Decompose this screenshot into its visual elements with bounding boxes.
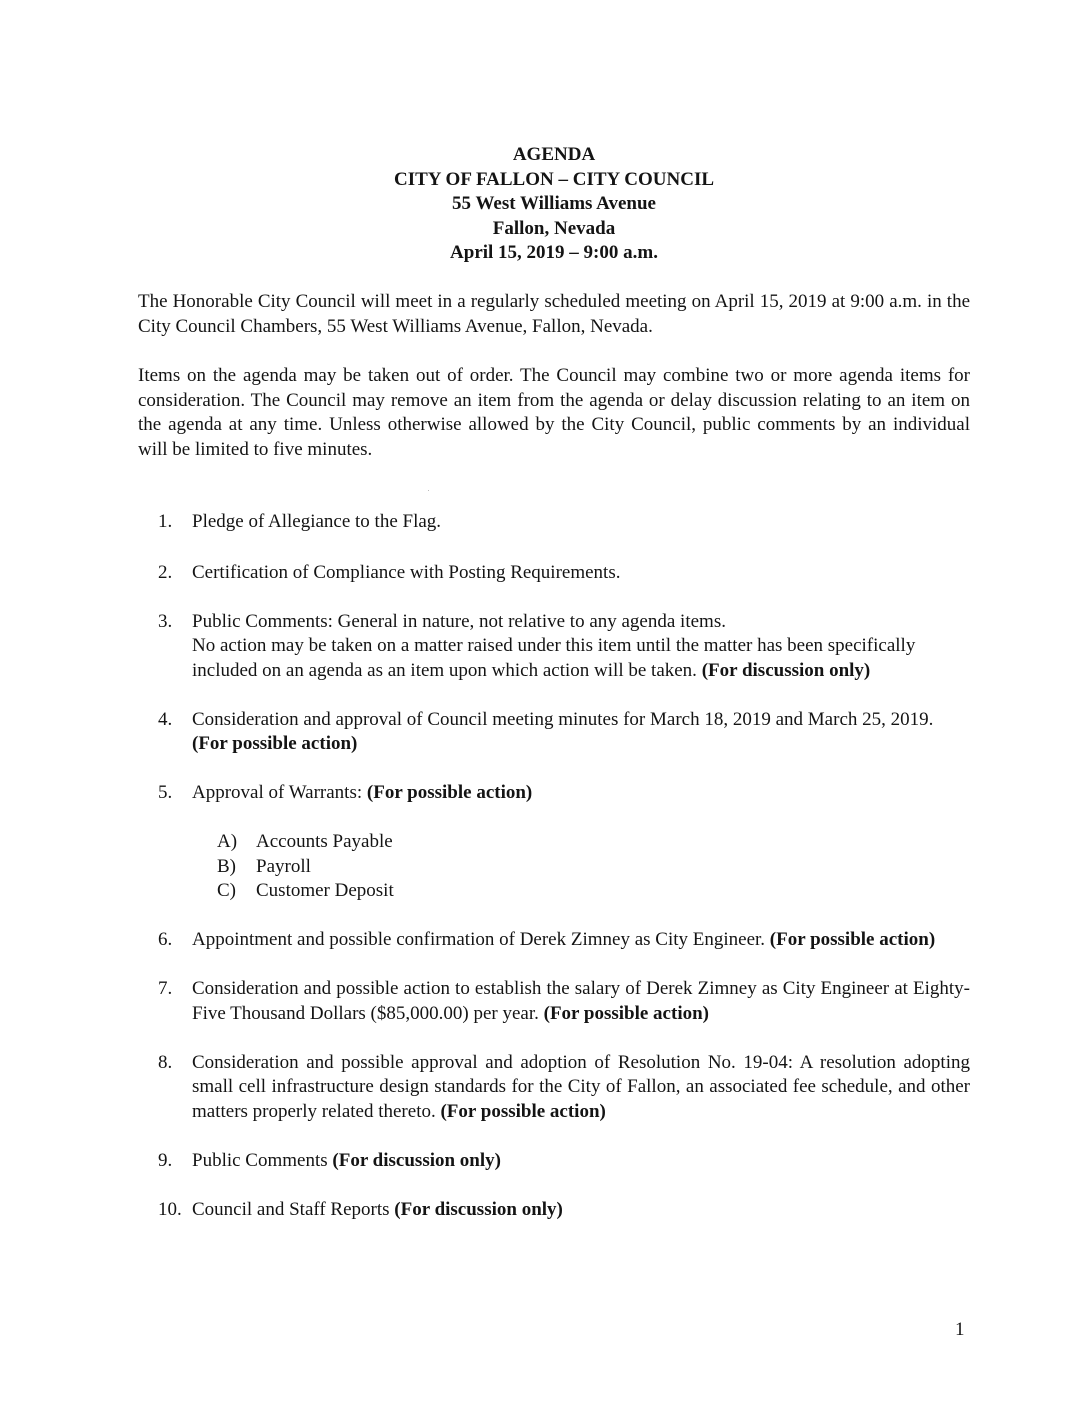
agenda-item-text: Consideration and approval of Council meeting minutes for March 18, 2019 and March 25, 2019.	[192, 708, 934, 730]
agenda-item-action-label: (For possible action)	[366, 782, 533, 803]
agenda-item-text: Public Comments: General in nature, not relative to any agenda items.	[192, 610, 726, 632]
agenda-item-text: Appointment and possible confirmation of Derek Zimney as City Engineer.	[192, 929, 766, 950]
header-date-time: April 15, 2019 – 9:00 a.m.	[450, 242, 658, 263]
sublist-item-letter: A)	[217, 831, 238, 852]
sublist-item-letter: B)	[217, 855, 236, 877]
intro-paragraph-meeting: The Honorable City Council will meet in a regularly scheduled meeting on April 15, 2019 at 9:00 a.m. in the City Council Chambers, 55 West Williams Avenue, Fallon, Nevada.	[138, 291, 970, 337]
agenda-item-text: Pledge of Allegiance to the Flag.	[192, 511, 442, 532]
agenda-item-text: Consideration and possible action to establish the salary of Derek Zimney as City Engineer at Eighty-Five Thousand Dollars ($85,000.00) per year.	[192, 978, 970, 1024]
agenda-item-action-label: (For discussion only)	[332, 1149, 501, 1171]
agenda-item-number: 6.	[158, 929, 173, 950]
agenda-item-number: 5.	[158, 782, 173, 803]
agenda-item	[138, 708, 970, 757]
agenda-item-number: 8.	[158, 1051, 173, 1073]
agenda-item	[138, 1051, 970, 1125]
agenda-item-text: Consideration and possible approval and adoption of Resolution No. 19-04: A resolution adopting small cell infrastructure design standards for the City of Fallon, an associated fee schedule, and other matters properly related thereto.	[192, 1051, 970, 1122]
agenda-item-number: 9.	[158, 1149, 173, 1171]
agenda-item-number: 1.	[158, 511, 173, 532]
agenda-item	[138, 1198, 970, 1223]
agenda-item-action-label: (For discussion only)	[701, 659, 871, 681]
agenda-item-action-label: (For possible action)	[543, 1002, 709, 1024]
agenda-item-text: Approval of Warrants:	[192, 782, 363, 803]
warrant-sublist	[192, 830, 970, 904]
agenda-item-number: 10.	[158, 1198, 182, 1220]
sublist-item	[217, 830, 970, 855]
scan-speck	[428, 490, 429, 491]
agenda-item-text: Council and Staff Reports	[192, 1198, 390, 1220]
agenda-item	[138, 781, 970, 904]
agenda-item-number: 3.	[158, 610, 173, 632]
sublist-item	[217, 879, 970, 904]
sublist-item-text: Accounts Payable	[256, 831, 393, 852]
header-address: 55 West Williams Avenue	[452, 193, 656, 214]
agenda-item-text: Public Comments	[192, 1149, 328, 1171]
header-city: Fallon, Nevada	[492, 217, 616, 239]
agenda-item-action-label: (For possible action)	[192, 733, 358, 754]
header-organization: CITY OF FALLON – CITY COUNCIL	[393, 168, 715, 190]
agenda-item-note: No action may be taken on a matter raised under this item until the matter has been specifically included on an agenda as an item upon which action will be taken.	[192, 635, 916, 681]
intro-paragraph-rules: Items on the agenda may be taken out of order. The Council may combine two or more agenda items for consideration. The Council may remove an item from the agenda or delay discussion relating to an item on the agenda at any time. Unless otherwise allowed by the City Council, public comments by an individual will be limited to five minutes.	[138, 365, 970, 460]
page-number: 1	[955, 1319, 965, 1340]
agenda-item-number: 2.	[158, 561, 173, 583]
agenda-item-action-label: (For possible action)	[769, 929, 936, 950]
sublist-item-letter: C)	[217, 880, 236, 901]
agenda-header	[0, 143, 1082, 266]
sublist-item-text: Customer Deposit	[256, 880, 394, 901]
agenda-item-number: 4.	[158, 708, 173, 730]
header-title: AGENDA	[512, 144, 596, 165]
sublist-item	[217, 855, 970, 880]
agenda-item-action-label: (For discussion only)	[394, 1198, 563, 1220]
agenda-item-number: 7.	[158, 978, 173, 999]
agenda-item	[138, 1149, 970, 1174]
sublist-item-text: Payroll	[256, 855, 311, 877]
agenda-item	[138, 510, 970, 535]
agenda-item	[138, 610, 970, 684]
agenda-item	[138, 977, 970, 1026]
agenda-item	[138, 928, 970, 953]
agenda-item-action-label: (For possible action)	[440, 1100, 606, 1122]
agenda-item	[138, 561, 970, 586]
agenda-item-text: Certification of Compliance with Posting Requirements.	[192, 561, 621, 583]
agenda-list	[138, 510, 970, 1222]
